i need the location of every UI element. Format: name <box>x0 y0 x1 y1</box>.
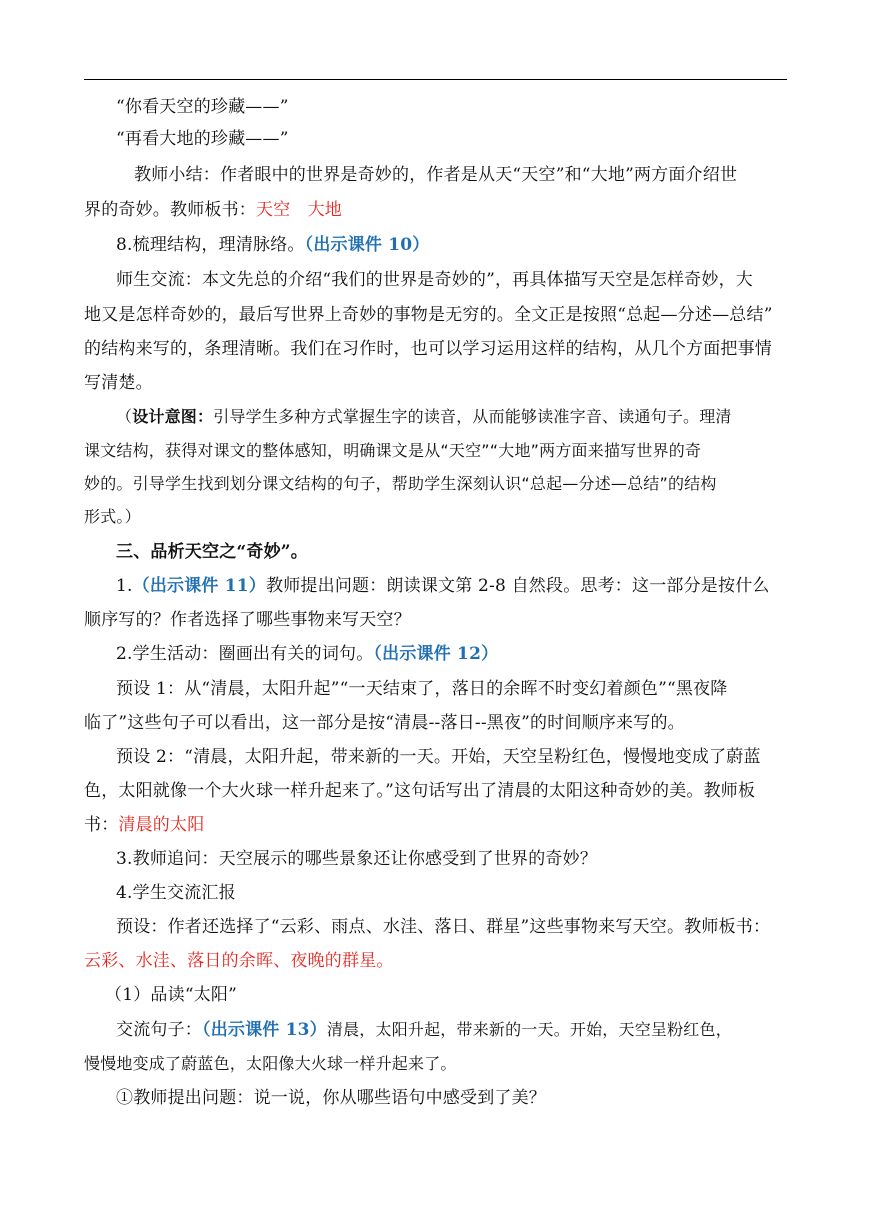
section-heading: 三、品析天空之“奇妙”。 <box>116 542 308 562</box>
header-rule <box>84 79 787 80</box>
text-span: 交流句子： <box>116 1020 202 1040</box>
design-intent-line: 妙的。引导学生找到划分课文结构的句子，帮助学生深刻认识“总起—分述—总结”的结构 <box>84 474 717 493</box>
text-line: 3.教师追问：天空展示的哪些景象还让你感受到了世界的奇妙？ <box>116 849 598 869</box>
text-line: 顺序写的？作者选择了哪些事物来写天空？ <box>84 610 411 630</box>
courseware-ref: （出示课件 10） <box>304 235 430 255</box>
text-line: 慢慢地变成了蔚蓝色，太阳像大火球一样升起来了。 <box>84 1054 457 1073</box>
text-line <box>116 574 770 598</box>
text-line <box>116 233 430 257</box>
text-line: ①教师提出问题：说一说，你从哪些语句中感受到了美？ <box>116 1088 546 1108</box>
board-writing: 云彩、水洼、落日的余晖、夜晚的群星。 <box>84 951 394 971</box>
text-line: 预设：作者还选择了“云彩、雨点、水洼、落日、群星”这些事物来写天空。教师板书： <box>116 917 771 937</box>
design-intent-label: 设计意图： <box>132 407 214 426</box>
text-span: 界的奇妙。教师板书： <box>84 200 256 220</box>
text-line: （1）品读“太阳” <box>105 985 237 1005</box>
text-line: 色，太阳就像一个大火球一样升起来了。”这句话写出了清晨的太阳这种奇妙的美。教师板 <box>84 781 756 801</box>
text-span: 教师提出问题：朗读课文第 2-8 自然段。思考：这一部分是按什么 <box>266 576 770 596</box>
design-intent-line <box>116 405 732 429</box>
text-span: （ <box>116 407 133 426</box>
text-line: 教师小结：作者眼中的世界是奇妙的，作者是从天“天空”和“大地”两方面介绍世 <box>134 165 738 185</box>
courseware-ref: （出示课件 11） <box>132 576 267 596</box>
text-line <box>116 1018 732 1042</box>
text-line: 师生交流：本文先总的介绍“我们的世界是奇妙的”，再具体描写天空是怎样奇妙，大 <box>116 270 753 290</box>
text-span: 8.梳理结构，理清脉络。 <box>116 235 305 255</box>
text-span: 书： <box>84 815 119 835</box>
text-line: 写清楚。 <box>84 373 153 393</box>
text-line: 地又是怎样奇妙的，最后写世界上奇妙的事物是无穷的。全文正是按照“总起—分述—总结” <box>84 305 773 325</box>
text-line: 预设 2：“清晨，太阳升起，带来新的一天。开始，天空呈粉红色，慢慢地变成了蔚蓝 <box>116 747 761 767</box>
text-line: “你看天空的珍藏——” <box>116 97 289 117</box>
text-span: 清晨，太阳升起，带来新的一天。开始，天空呈粉红色， <box>326 1020 732 1039</box>
text-span: 1. <box>116 576 133 596</box>
text-span: 引导学生多种方式掌握生字的读音，从而能够读准字音、读通句子。理清 <box>213 407 732 426</box>
text-line <box>84 813 204 837</box>
board-writing: 清晨的太阳 <box>118 815 205 835</box>
text-line: 的结构来写的，条理清晰。我们在习作时，也可以学习运用这样的结构，从几个方面把事情 <box>84 339 772 359</box>
text-line <box>116 642 498 666</box>
courseware-ref: （出示课件 13） <box>202 1020 327 1040</box>
board-writing: 天空 大地 <box>256 200 342 220</box>
text-line: “再看大地的珍藏——” <box>116 129 289 149</box>
design-intent-line: 课文结构，获得对课文的整体感知，明确课文是从“天空”“大地”两方面来描写世界的奇 <box>84 441 702 460</box>
text-line: 预设 1：从“清晨，太阳升起”“一天结束了，落日的余晖不时变幻着颜色”“黑夜降 <box>116 679 728 699</box>
courseware-ref: （出示课件 12） <box>373 644 499 664</box>
text-line: 4.学生交流汇报 <box>116 883 236 903</box>
text-span: 2.学生活动：圈画出有关的词句。 <box>116 644 374 664</box>
text-line <box>84 198 342 222</box>
text-line: 临了”这些句子可以看出，这一部分是按“清晨--落日--黑夜”的时间顺序来写的。 <box>84 713 685 733</box>
design-intent-line: 形式。） <box>84 507 141 526</box>
